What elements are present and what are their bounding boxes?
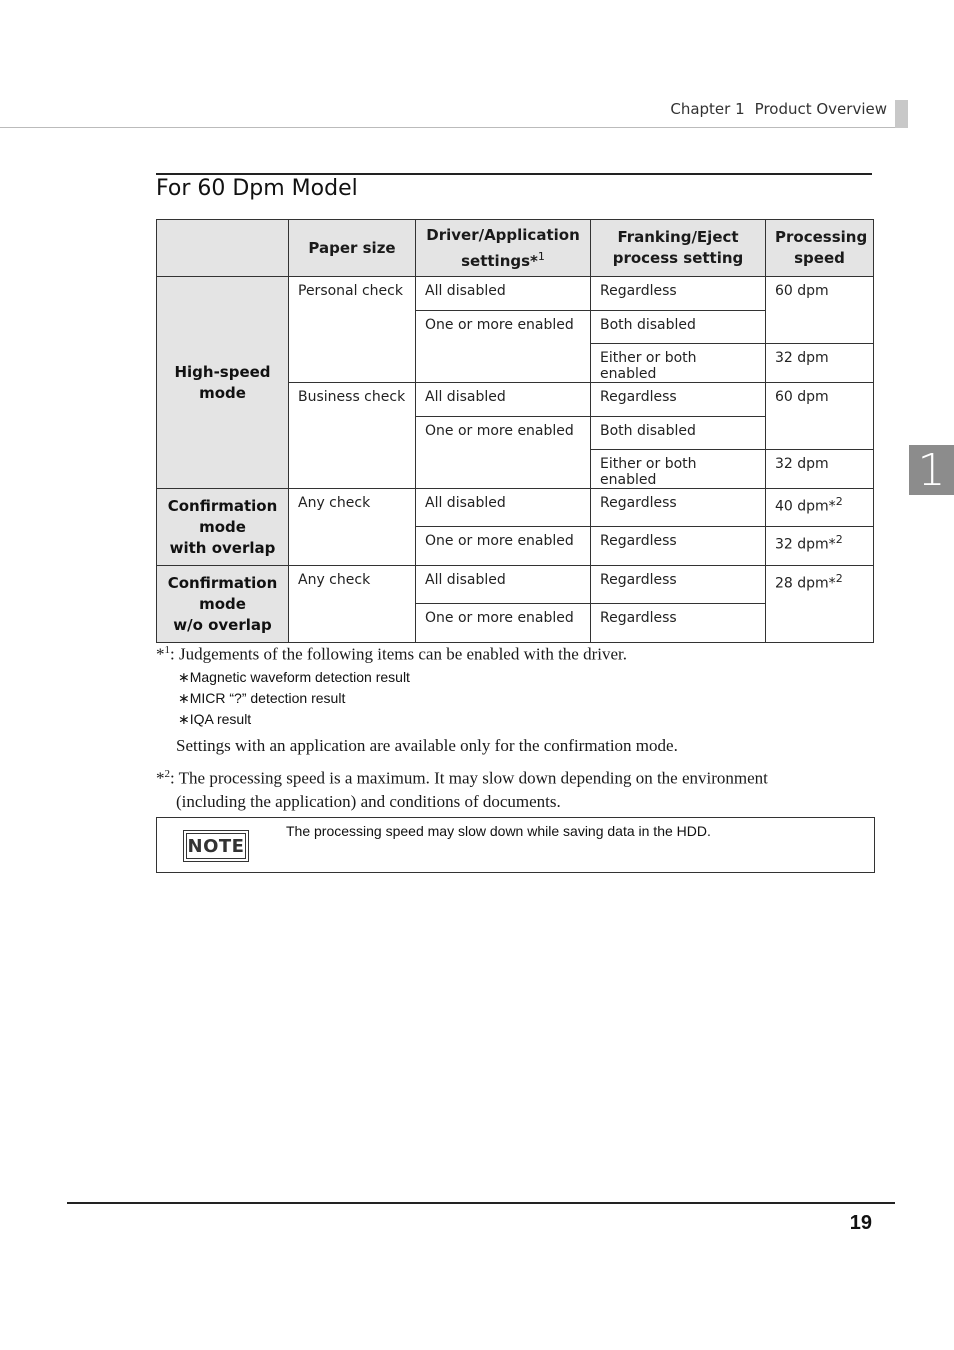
franking-cell: Either or both enabled xyxy=(591,344,766,383)
driver-cell: One or more enabled xyxy=(416,604,591,643)
paper-any-check: Any check xyxy=(289,489,416,566)
section-title: For 60 Dpm Model xyxy=(156,176,358,201)
footer-rule xyxy=(67,1202,895,1204)
running-header xyxy=(670,100,887,118)
franking-cell: Both disabled xyxy=(591,417,766,450)
chapter-tab: 1 xyxy=(909,445,954,495)
footnote-settings: Settings with an application are available only for the confirmation mode. xyxy=(176,735,678,755)
mode-confirmation-with-overlap: Confirmation mode with overlap xyxy=(157,489,289,566)
note-icon xyxy=(183,830,249,862)
header-driver-settings: Driver/Application settings*$^1$ xyxy=(416,220,591,277)
header-chapter: Chapter 1 xyxy=(670,100,745,118)
speed-cell: 32 dpm xyxy=(766,344,874,383)
header-franking-eject: Franking/Eject process setting xyxy=(591,220,766,277)
header-title: Product Overview xyxy=(754,100,887,118)
franking-cell: Regardless xyxy=(591,383,766,417)
footnote-2-continued: (including the application) and conditions of documents. xyxy=(176,792,561,812)
driver-cell: One or more enabled xyxy=(416,417,591,489)
paper-personal-check: Personal check xyxy=(289,277,416,383)
table-row xyxy=(157,277,874,311)
processing-speed-table xyxy=(156,219,874,643)
speed-cell: 40 dpm*$^2$ xyxy=(766,489,874,527)
franking-cell: Regardless xyxy=(591,277,766,311)
footnote-1: *$^1$: Judgements of the following items can be enabled with the driver. xyxy=(156,644,627,664)
speed-cell: 60 dpm xyxy=(766,383,874,450)
header-tab-marker xyxy=(895,100,908,128)
table-header-row xyxy=(157,220,874,277)
footnote-item: ∗IQA result xyxy=(178,710,252,727)
footnote-item: ∗Magnetic waveform detection result xyxy=(178,668,410,685)
mode-high-speed: High-speed mode xyxy=(157,277,289,489)
note-box xyxy=(156,817,875,873)
speed-cell: 32 dpm xyxy=(766,450,874,489)
speed-cell: 60 dpm xyxy=(766,277,874,344)
footnotes xyxy=(156,638,856,814)
section-rule xyxy=(156,173,872,175)
header-empty-cell xyxy=(157,220,289,277)
header-rule xyxy=(0,127,895,128)
franking-cell: Regardless xyxy=(591,489,766,527)
note-text: The processing speed may slow down while saving data in the HDD. xyxy=(286,823,711,839)
franking-cell: Either or both enabled xyxy=(591,450,766,489)
footnote-2: *$^2$: The processing speed is a maximum. It may slow down depending on the environment xyxy=(156,767,768,788)
driver-cell: All disabled xyxy=(416,277,591,311)
paper-business-check: Business check xyxy=(289,383,416,489)
paper-any-check: Any check xyxy=(289,566,416,643)
page-number: 19 xyxy=(849,1212,872,1234)
driver-cell: One or more enabled xyxy=(416,527,591,566)
header-processing-speed: Processing speed xyxy=(766,220,874,277)
mode-confirmation-without-overlap: Confirmation mode w/o overlap xyxy=(157,566,289,643)
speed-cell: 28 dpm*$^2$ xyxy=(766,566,874,643)
driver-cell: One or more enabled xyxy=(416,311,591,383)
franking-cell: Regardless xyxy=(591,527,766,566)
driver-cell: All disabled xyxy=(416,489,591,527)
header-paper-size: Paper size xyxy=(289,220,416,277)
table-row xyxy=(157,489,874,527)
franking-cell: Both disabled xyxy=(591,311,766,344)
note-badge-label: NOTE xyxy=(186,833,246,859)
table-row xyxy=(157,566,874,604)
driver-cell: All disabled xyxy=(416,566,591,604)
driver-cell: All disabled xyxy=(416,383,591,417)
speed-cell: 32 dpm*$^2$ xyxy=(766,527,874,566)
franking-cell: Regardless xyxy=(591,604,766,643)
footnote-item: ∗MICR “?” detection result xyxy=(178,689,346,706)
franking-cell: Regardless xyxy=(591,566,766,604)
